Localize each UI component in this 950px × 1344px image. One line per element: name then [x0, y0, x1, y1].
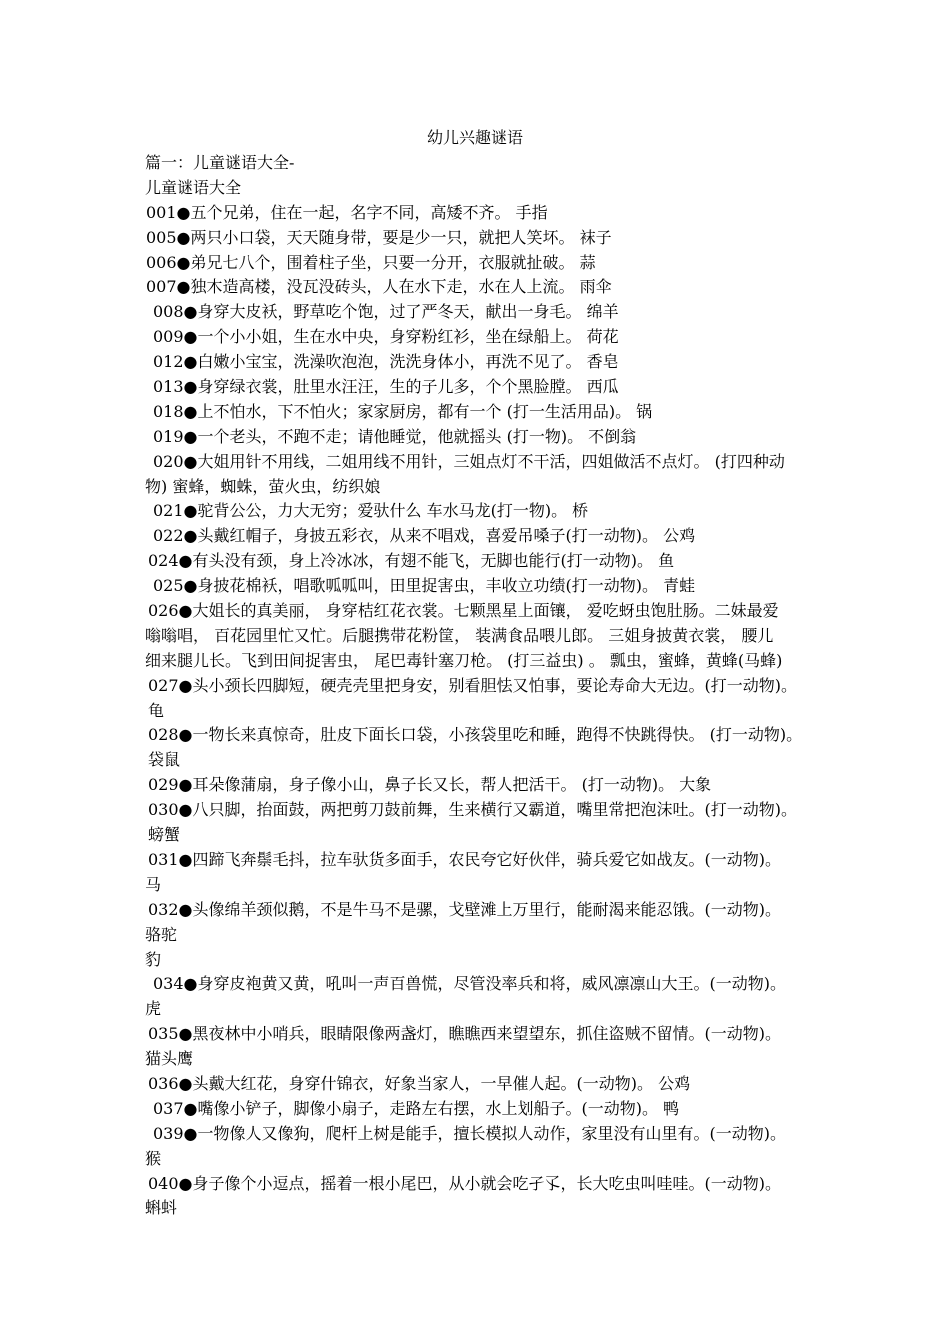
riddle-line-continued: 物) 蜜蜂，蜘蛛，萤火虫，纺织娘: [145, 476, 381, 496]
riddle-line: 027●头小颈长四脚短，硬壳壳里把身安，别看胆怯又怕事，要论寿命大无边。(打一动物)。: [148, 675, 797, 695]
riddle-answer: 马: [145, 874, 162, 894]
text-line: 儿童谜语大全: [145, 177, 242, 197]
riddle-line: 034●身穿皮袍黄又黄，吼叫一声百兽慌，尽管没率兵和将，威风凛凛山大王。(一动物)。: [153, 974, 786, 994]
riddle-line: 012●白嫩小宝宝，洗澡吹泡泡，洗洗身体小，再洗不见了。 香皂: [153, 352, 619, 372]
riddle-line: 005●两只小口袋，天天随身带，要是少一只，就把人笑坏。 袜子: [146, 227, 612, 247]
riddle-line: 032●头像绵羊颈似鹅，不是牛马不是骡，戈壁滩上万里行，能耐渴来能忍饿。(一动物)。: [148, 899, 781, 919]
riddle-line: 036●头戴大红花，身穿什锦衣，好象当家人，一早催人起。(一动物)。 公鸡: [148, 1073, 691, 1093]
riddle-line: 026●大姐长的真美丽， 身穿桔红花衣裳。七颗黑星上面镶， 爱吃蚜虫饱肚肠。二妹最爱: [148, 601, 779, 621]
riddle-line: 022●头戴红帽子，身披五彩衣，从来不唱戏，喜爱吊嗓子(打一动物)。 公鸡: [153, 526, 696, 546]
riddle-line: 035●黑夜林中小哨兵，眼睛限像两盏灯，瞧瞧西来望望东，抓住盗贼不留情。(一动物)。: [148, 1024, 781, 1044]
riddle-line: 039●一物像人又像狗，爬杆上树是能手，擅长模拟人动作，家里没有山里有。(一动物)。: [153, 1123, 786, 1143]
riddle-answer: 龟: [148, 700, 165, 720]
riddle-answer: 蝌蚪: [145, 1198, 178, 1218]
riddle-line: 007●独木造高楼，没瓦没砖头，人在水下走，水在人上流。 雨伞: [146, 277, 612, 297]
riddle-line-continued: 细来腿儿长。飞到田间捉害虫， 尾巴毒针塞刀枪。 (打三益虫) 。 瓢虫，蜜蜂，黄蜂(马蜂): [145, 650, 783, 670]
riddle-line: 008●身穿大皮袄，野草吃个饱，过了严冬天，献出一身毛。 绵羊: [153, 302, 619, 322]
riddle-line: 024●有头没有颈，身上冷冰冰，有翅不能飞，无脚也能行(打一动物)。 鱼: [148, 551, 675, 571]
riddle-line: 020●大姐用针不用线，二姐用线不用针，三姐点灯不干活，四姐做活不点灯。 (打四种动: [153, 451, 785, 471]
riddle-line: 030●八只脚，抬面鼓，两把剪刀鼓前舞，生来横行又霸道，嘴里常把泡沫吐。(打一动物)。: [148, 800, 797, 820]
riddle-answer: 螃蟹: [148, 825, 181, 845]
riddle-line: 013●身穿绿衣裳，肚里水汪汪，生的子儿多，个个黑脸膛。 西瓜: [153, 377, 619, 397]
riddle-line: 040●身子像个小逗点，摇着一根小尾巴，从小就会吃孑孓，长大吃虫叫哇哇。(一动物)。: [148, 1173, 781, 1193]
riddle-line: 029●耳朵像蒲扇，身子像小山，鼻子长又长，帮人把活干。 (打一动物)。 大象: [148, 775, 712, 795]
riddle-line: 019●一个老头，不跑不走；请他睡觉，他就摇头 (打一物)。 不倒翁: [153, 426, 637, 446]
text-line: 篇一：儿童谜语大全-: [145, 153, 295, 172]
riddle-line: 025●身披花棉袄，唱歌呱呱叫，田里捉害虫，丰收立功绩(打一动物)。 青蛙: [153, 576, 696, 596]
riddle-line: 021●驼背公公，力大无穷；爱驮什么 车水马龙(打一物)。 桥: [153, 501, 589, 521]
riddle-answer: 猴: [145, 1148, 162, 1168]
riddle-line: 028●一物长来真惊奇，肚皮下面长口袋，小孩袋里吃和睡，跑得不快跳得快。 (打一动物)。: [148, 725, 803, 745]
riddle-line-continued: 嗡嗡唱， 百花园里忙又忙。后腿携带花粉筐， 装满食品喂儿郎。 三姐身披黄衣裳， 腰儿: [145, 625, 774, 645]
riddle-answer: 虎: [145, 999, 162, 1019]
riddle-line: 018●上不怕水，下不怕火；家家厨房，都有一个 (打一生活用品)。 锅: [153, 401, 653, 421]
riddle-line: 031●四蹄飞奔鬃毛抖，拉车驮货多面手，农民夸它好伙伴，骑兵爱它如战友。(一动物)。: [148, 849, 781, 869]
document-body: [145, 151, 825, 1221]
riddle-answer: 袋鼠: [148, 750, 181, 770]
riddle-answer: 豹: [145, 949, 162, 969]
document-title: 幼儿兴趣谜语: [426, 128, 523, 147]
riddle-line: 001●五个兄弟，住在一起，名字不同，高矮不齐。 手指: [146, 202, 548, 222]
riddle-line: 037●嘴像小铲子，脚像小扇子，走路左右摆，水上划船子。(一动物)。 鸭: [153, 1098, 680, 1118]
riddle-answer: 骆驼: [145, 924, 178, 944]
riddle-line: 006●弟兄七八个，围着柱子坐，只要一分开，衣服就扯破。 蒜: [146, 252, 596, 272]
riddle-line: 009●一个小小姐，生在水中央，身穿粉红衫，坐在绿船上。 荷花: [153, 327, 619, 347]
riddle-answer: 猫头鹰: [145, 1049, 194, 1069]
